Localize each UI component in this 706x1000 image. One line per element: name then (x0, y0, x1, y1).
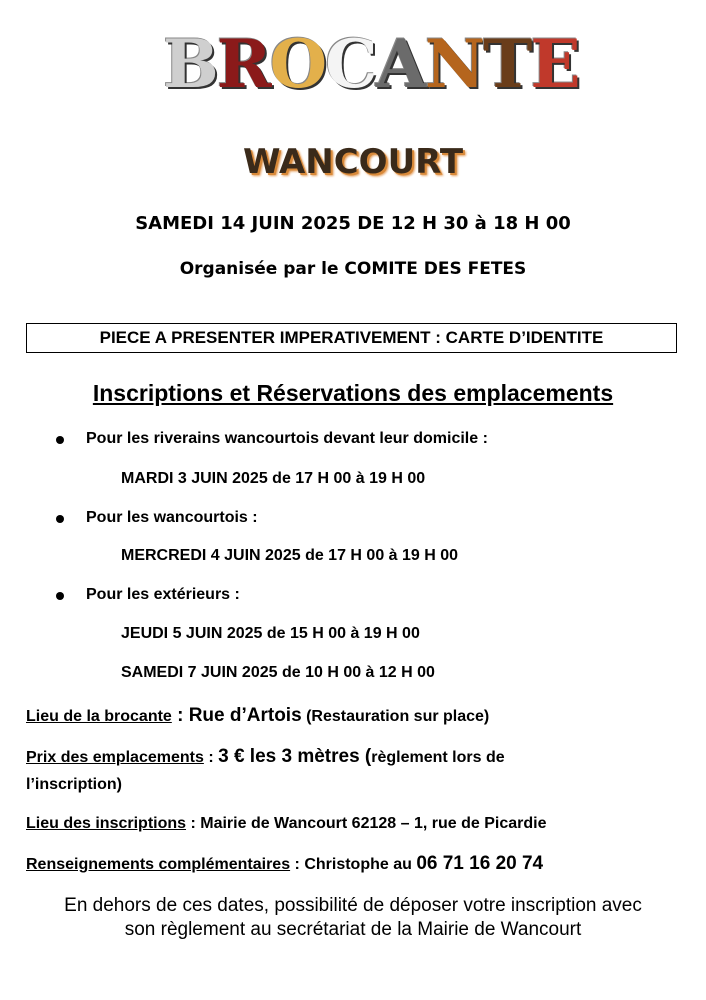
logo-letter-r: R (216, 25, 270, 103)
price-label: Prix des emplacements (26, 749, 204, 766)
price-value: 3 € les 3 mètres (218, 746, 360, 767)
brocante-logo-letters (163, 18, 579, 110)
price-note: règlement lors de (371, 749, 505, 766)
registration-place-label: Lieu des inscriptions (26, 815, 187, 832)
location-label: Lieu de la brocante (26, 708, 172, 725)
registration-place-line (26, 815, 546, 833)
section-title: Inscriptions et Réservations des emplacements (92, 380, 614, 406)
contact-label: Renseignements complémentaires (26, 856, 291, 873)
registration-label: Pour les riverains wancourtois devant leur domicile : (86, 430, 488, 447)
footer-line-2: son règlement au secrétariat de la Mairie de Wancourt (124, 919, 582, 940)
bullet-icon (56, 592, 64, 600)
registration-label: Pour les extérieurs : (86, 586, 240, 603)
registration-slot: JEUDI 5 JUIN 2025 de 15 H 00 à 19 H 00 (121, 625, 420, 642)
registration-place-value: : Mairie de Wancourt 62128 – 1, rue de Picardie (186, 815, 547, 832)
brocante-logo (163, 18, 579, 110)
bullet-icon (56, 436, 64, 444)
registration-label: Pour les wancourtois : (86, 509, 258, 526)
town-title: WANCOURT (242, 142, 464, 182)
price-line (26, 746, 686, 768)
contact-text: : Christophe au (290, 856, 417, 873)
registration-slot: SAMEDI 7 JUIN 2025 de 10 H 00 à 12 H 00 (121, 664, 435, 681)
price-paren: ( (359, 746, 372, 767)
footer-line-1: En dehors de ces dates, possibilité de déposer votre inscription avec (64, 895, 642, 916)
location-line (26, 705, 489, 727)
event-date: SAMEDI 14 JUIN 2025 DE 12 H 30 à 18 H 00 (135, 213, 571, 234)
registration-slot: MERCREDI 4 JUIN 2025 de 17 H 00 à 19 H 00 (121, 547, 459, 564)
contact-line (26, 853, 543, 875)
organizer-line: Organisée par le COMITE DES FETES (179, 259, 527, 279)
logo-letter-n: N (424, 25, 484, 103)
location-note: (Restauration sur place) (301, 708, 490, 725)
price-sep: : (203, 749, 219, 766)
bullet-icon (56, 515, 64, 523)
location-sep: : (171, 705, 189, 726)
logo-letter-b: B (163, 25, 217, 103)
logo-letter-o: O (269, 25, 326, 103)
logo-letter-a: A (375, 25, 425, 103)
price-note-continued: l’inscription) (26, 776, 122, 793)
footer-note (0, 894, 706, 942)
id-notice-box: PIECE A PRESENTER IMPERATIVEMENT : CARTE D’IDENTITE (26, 323, 677, 353)
registration-slot: MARDI 3 JUIN 2025 de 17 H 00 à 19 H 00 (121, 470, 426, 487)
location-value: Rue d’Artois (188, 705, 302, 726)
logo-letter-e: E (530, 25, 579, 103)
contact-phone: 06 71 16 20 74 (416, 853, 544, 874)
logo-letter-c: C (325, 25, 376, 103)
logo-letter-t: T (483, 25, 531, 103)
